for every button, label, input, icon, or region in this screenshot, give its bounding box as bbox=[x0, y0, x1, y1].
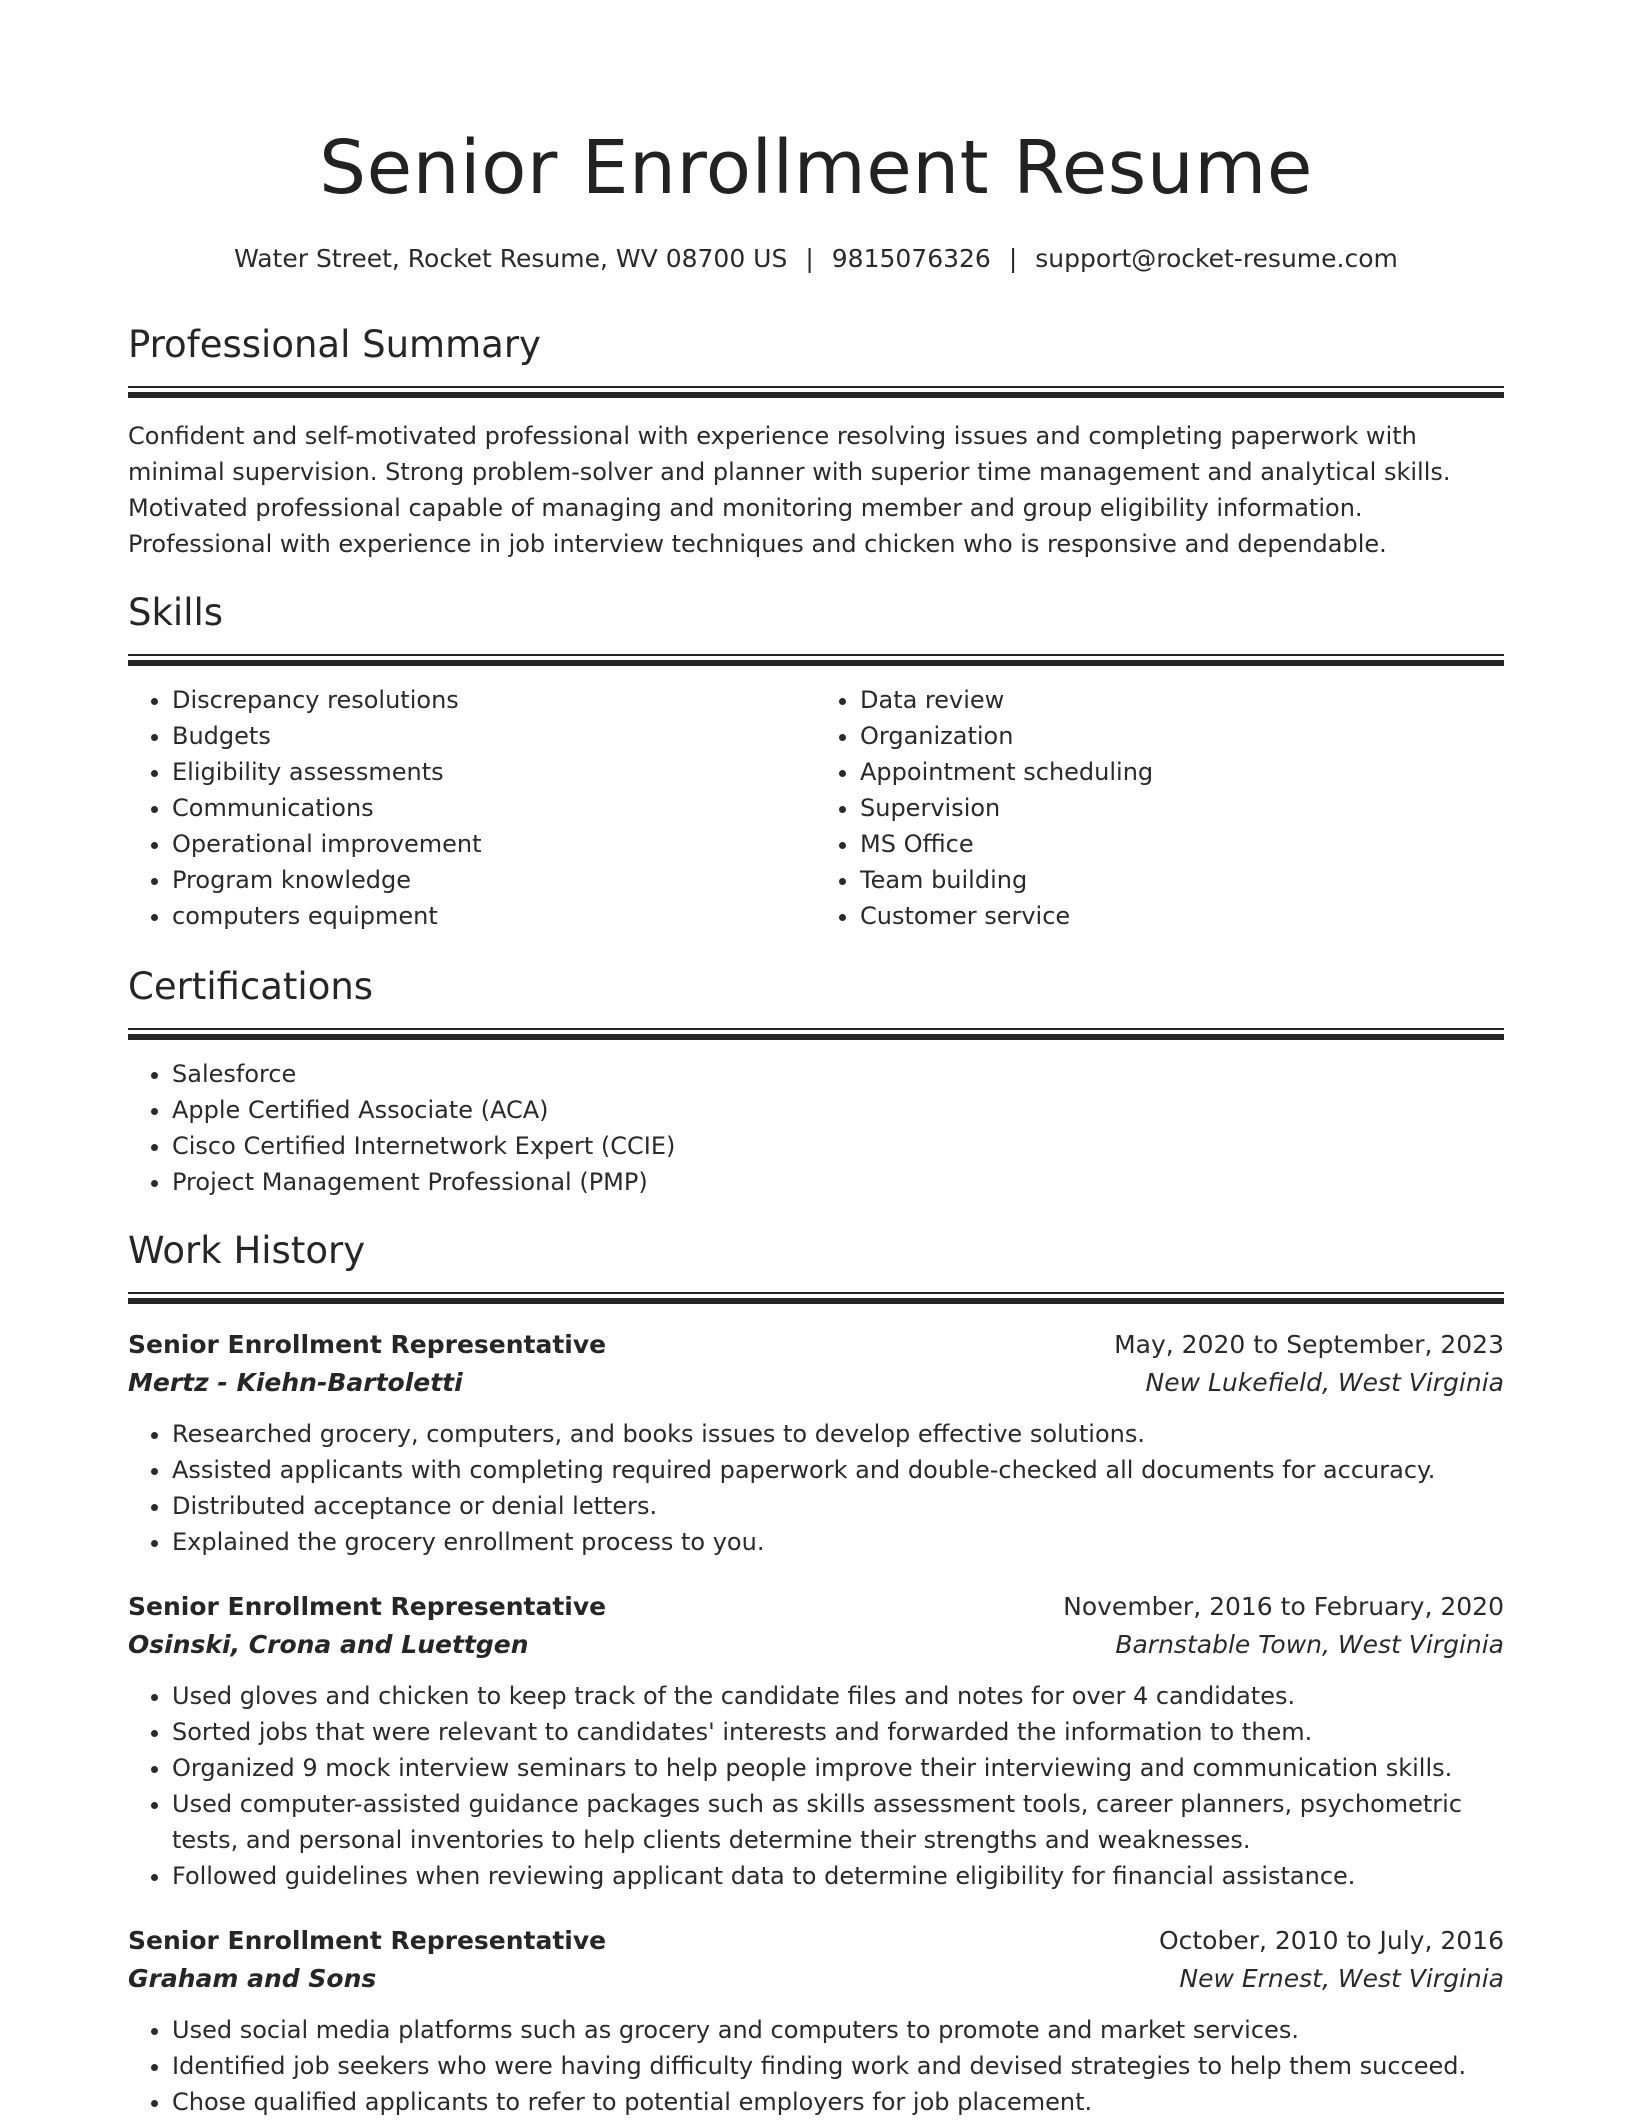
job-location: Barnstable Town, West Virginia bbox=[1115, 1630, 1504, 1659]
job-bullets bbox=[128, 1678, 1504, 1894]
summary-text: Confident and self-motivated professional with experience resolving issues and completing paperwork with minimal supervision. Strong problem-solver and planner with superior time management and analytical skills. Motivated professional capable of managing and monitoring member and group eligibility information. Professional with experience in job interview techniques and chicken who is responsive and dependable. bbox=[128, 422, 1451, 558]
work-history-section bbox=[128, 1226, 1504, 2120]
job-entry bbox=[128, 1326, 1504, 1560]
job-bullets bbox=[128, 1416, 1504, 1560]
job-entry bbox=[128, 1588, 1504, 1894]
job-bullet: • Identified job seekers who were having difficulty finding work and devised strategies to help them succeed. bbox=[172, 2048, 1504, 2084]
job-company: Graham and Sons bbox=[128, 1964, 377, 1993]
skill-item: • Appointment scheduling bbox=[860, 754, 1504, 790]
skill-item: • Customer service bbox=[860, 898, 1504, 934]
contact-address: Water Street, Rocket Resume, WV 08700 US bbox=[234, 244, 788, 273]
skill-item: • computers equipment bbox=[172, 898, 816, 934]
skills-section bbox=[128, 588, 1504, 934]
job-dates: May, 2020 to September, 2023 bbox=[1114, 1330, 1504, 1359]
job-bullet: • Organized 9 mock interview seminars to help people improve their interviewing and communication skills. bbox=[172, 1750, 1504, 1786]
job-title: Senior Enrollment Representative bbox=[128, 1926, 607, 1955]
job-location: New Ernest, West Virginia bbox=[1179, 1964, 1504, 1993]
skill-item: • MS Office bbox=[860, 826, 1504, 862]
skills-grid bbox=[128, 682, 1504, 934]
section-divider bbox=[128, 1292, 1504, 1304]
skill-item: • Supervision bbox=[860, 790, 1504, 826]
certification-item: • Project Management Professional (PMP) bbox=[172, 1164, 1504, 1200]
skill-item: • Budgets bbox=[172, 718, 816, 754]
job-bullet: • Assisted applicants with completing required paperwork and double-checked all documents for accuracy. bbox=[172, 1452, 1504, 1488]
job-company: Mertz - Kiehn-Bartoletti bbox=[128, 1368, 463, 1397]
job-location: New Lukefield, West Virginia bbox=[1145, 1368, 1504, 1397]
skill-item: • Communications bbox=[172, 790, 816, 826]
certifications-list bbox=[128, 1056, 1504, 1200]
job-dates: November, 2016 to February, 2020 bbox=[1063, 1592, 1504, 1621]
summary-section bbox=[128, 320, 1504, 562]
skill-item: • Eligibility assessments bbox=[172, 754, 816, 790]
section-divider bbox=[128, 1028, 1504, 1040]
section-divider bbox=[128, 386, 1504, 398]
section-divider bbox=[128, 654, 1504, 666]
skill-item: • Team building bbox=[860, 862, 1504, 898]
resume-title: Senior Enrollment Resume bbox=[319, 125, 1313, 211]
contact-phone: 9815076326 bbox=[831, 244, 991, 273]
job-company: Osinski, Crona and Luettgen bbox=[128, 1630, 529, 1659]
job-bullet: • Used gloves and chicken to keep track of the candidate files and notes for over 4 candidates. bbox=[172, 1678, 1504, 1714]
certifications-section bbox=[128, 962, 1504, 1200]
certification-item: • Cisco Certified Internetwork Expert (CCIE) bbox=[172, 1128, 1504, 1164]
contact-separator: | bbox=[805, 244, 814, 273]
job-title: Senior Enrollment Representative bbox=[128, 1330, 607, 1359]
certifications-heading: Certifications bbox=[128, 965, 374, 1008]
skills-list-left bbox=[128, 682, 816, 934]
skill-item: • Program knowledge bbox=[172, 862, 816, 898]
summary-heading: Professional Summary bbox=[128, 323, 541, 366]
work-history-heading: Work History bbox=[128, 1229, 366, 1272]
skill-item: • Operational improvement bbox=[172, 826, 816, 862]
skill-item: • Organization bbox=[860, 718, 1504, 754]
skill-item: • Data review bbox=[860, 682, 1504, 718]
certification-item: • Salesforce bbox=[172, 1056, 1504, 1092]
contact-email: support@rocket-resume.com bbox=[1035, 244, 1398, 273]
job-bullets bbox=[128, 2012, 1504, 2120]
skills-list-right bbox=[816, 682, 1504, 934]
job-bullet: • Used computer-assisted guidance packages such as skills assessment tools, career planners, psychometric tests, and personal inventories to help clients determine their strengths and weaknesses. bbox=[172, 1786, 1504, 1858]
contact-separator: | bbox=[1008, 244, 1018, 273]
job-bullet: • Explained the grocery enrollment process to you. bbox=[172, 1524, 1504, 1560]
skills-heading: Skills bbox=[128, 591, 224, 634]
job-bullet: • Used social media platforms such as grocery and computers to promote and market services. bbox=[172, 2012, 1504, 2048]
skill-item: • Discrepancy resolutions bbox=[172, 682, 816, 718]
job-bullet: • Sorted jobs that were relevant to candidates' interests and forwarded the information to them. bbox=[172, 1714, 1504, 1750]
job-title: Senior Enrollment Representative bbox=[128, 1592, 607, 1621]
certification-item: • Apple Certified Associate (ACA) bbox=[172, 1092, 1504, 1128]
contact-line bbox=[128, 242, 1504, 276]
job-bullet: • Distributed acceptance or denial letters. bbox=[172, 1488, 1504, 1524]
job-bullet: • Researched grocery, computers, and books issues to develop effective solutions. bbox=[172, 1416, 1504, 1452]
job-bullet: • Followed guidelines when reviewing applicant data to determine eligibility for financial assistance. bbox=[172, 1858, 1504, 1894]
job-bullet: • Chose qualified applicants to refer to potential employers for job placement. bbox=[172, 2084, 1504, 2120]
job-entry bbox=[128, 1922, 1504, 2120]
job-dates: October, 2010 to July, 2016 bbox=[1158, 1926, 1504, 1955]
